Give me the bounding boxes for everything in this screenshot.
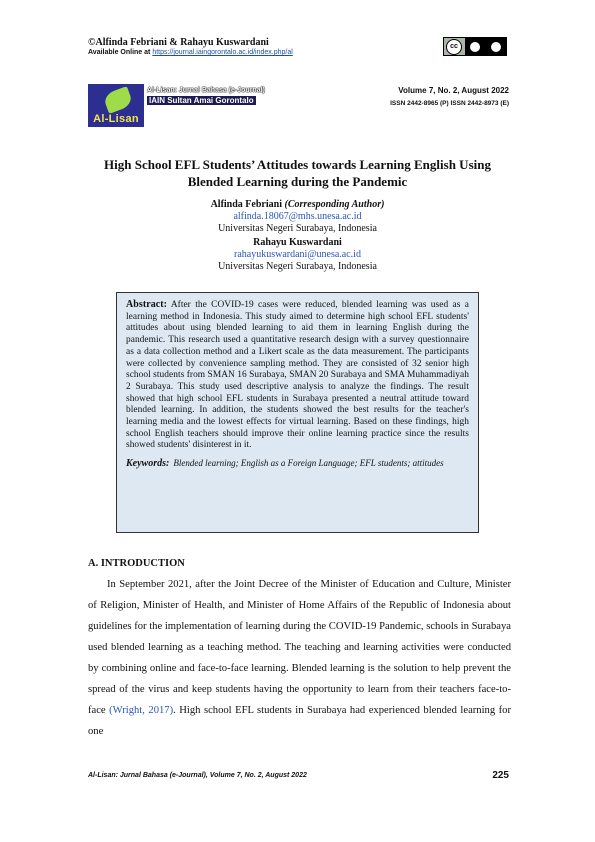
author-2-email[interactable]: rahayukuswardani@unesa.ac.id [234,249,361,260]
paper-title-line1: High School EFL Students’ Attitudes towards Learning English Using [104,157,491,172]
leaf-icon [102,86,133,114]
paper-title [80,156,515,190]
keywords-label: Keywords: [126,458,170,470]
author-1-role: (Corresponding Author) [284,199,385,210]
logo-text: Al-Lisan [93,113,139,125]
abstract [126,299,469,452]
author-1 [80,199,515,235]
cc-icon: cc [446,39,462,55]
footer-journal: Al-Lisan: Jurnal Bahasa (e-Journal), Volume 7, No. 2, August 2022 [88,772,307,779]
author-1-name: Alfinda Febriani [210,199,282,210]
intro-text-tail: . High school EFL students in Surabaya had experienced blended learning for one [88,705,511,737]
journal-name [147,86,265,106]
author-2-name: Rahayu Kuswardani [253,237,342,248]
journal-publisher: IAIN Sultan Amai Gorontalo [149,96,254,105]
journal-logo [88,84,144,127]
attribution-icon [470,42,480,52]
introduction-paragraph [88,574,511,742]
intro-text: In September 2021, after the Joint Decree of the Minister of Education and Culture, Minister of Religion, Minister of Health, and Minister of Home Affairs of the Republic of Indonesia about guidelines for the implementation of learning during the COVID-19 Pandemic, schools in Surabaya used blended learning as a teaching method. The teaching and learning activities were conducted by combining online and face-to-face learning. Blended learning is the solution to help prevent the spread of the virus and keep students having the opportunity to learn from their teachers face-to-face [88,579,511,716]
citation-link[interactable]: (Wright, 2017) [109,705,174,716]
available-online [88,49,293,56]
abstract-text: After the COVID-19 cases were reduced, blended learning was used as a learning method in Indonesia. This study aimed to determine high school EFL students' attitudes about using blended learning to aid them in learning English during the pandemic. This research used a quantitative research design with a survey questionnaire as a data collection method and a Likert scale as the data measurement. The participants were collected by convenience sampling method. They are consisted of 32 senior high school students from SMAN 16 Surabaya, SMAN 20 Surabaya and SMA Muhammadiyah 2 Surabaya. This study used descriptive analysis to analyze the findings. The result showed that high school EFL students in Surabaya presented a neutral attitude toward blended learning. In addition, the students showed the best results for the teacher's learning media and the lowest effects for virtual learning. Based on these findings, high school English teachers should improve their online learning practice since the results showed students' disinterest in it. [126,300,469,451]
section-heading: A. INTRODUCTION [88,558,185,569]
journal-name-line1: Al-Lisan: Jurnal Bahasa (e-Journal) [147,87,265,94]
author-2-affiliation: Universitas Negeri Surabaya, Indonesia [218,261,377,272]
author-1-email[interactable]: alfinda.18067@mhs.unesa.ac.id [233,211,362,222]
author-2 [80,237,515,273]
available-online-label: Available Online at [88,49,151,56]
paper-title-line2: Blended Learning during the Pandemic [187,174,408,189]
volume-info: Volume 7, No. 2, August 2022 [398,86,509,95]
creative-commons-badge[interactable] [443,37,507,56]
journal-url-link[interactable]: https://journal.iaingorontalo.ac.id/index.php/al [152,49,293,56]
keywords [126,458,469,470]
issn-info: ISSN 2442-8965 (P) ISSN 2442-8973 (E) [390,100,509,107]
author-1-affiliation: Universitas Negeri Surabaya, Indonesia [218,223,377,234]
share-alike-icon [491,42,501,52]
abstract-box [116,292,479,533]
running-header-authors: ©Alfinda Febriani & Rahayu Kuswardani [88,37,269,48]
keywords-text: Blended learning; English as a Foreign Language; EFL students; attitudes [173,458,444,469]
page-number: 225 [492,770,509,781]
abstract-label: Abstract: [126,299,167,310]
